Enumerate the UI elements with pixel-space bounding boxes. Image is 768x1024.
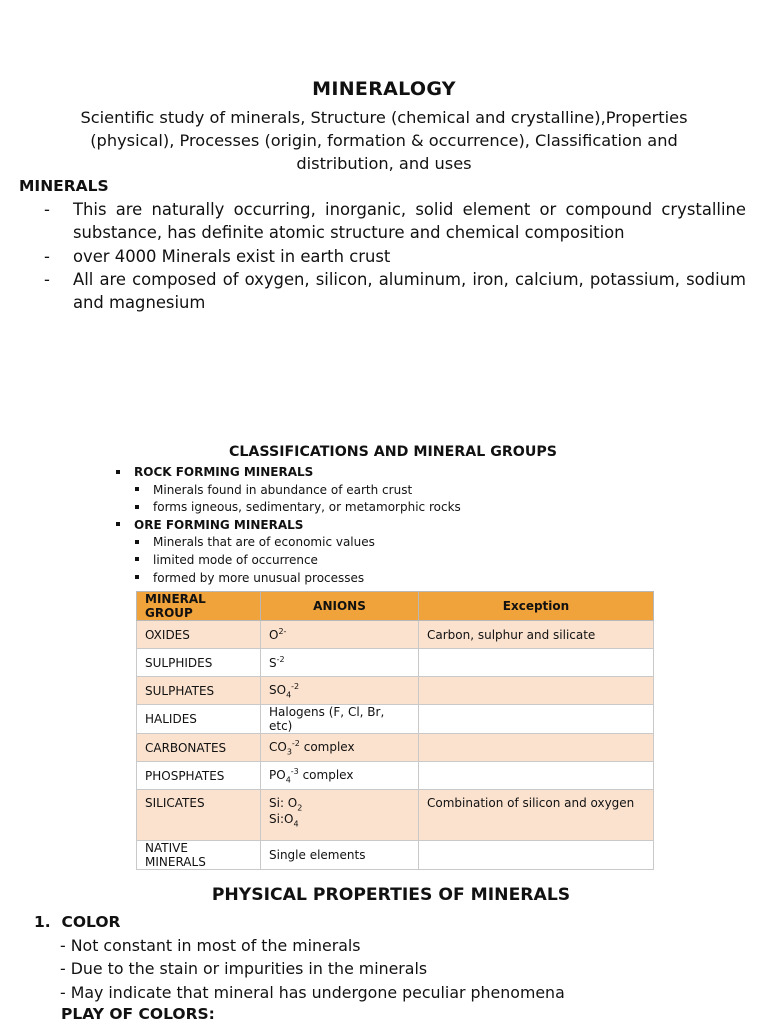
bullet-icon: [116, 522, 120, 526]
column-header: ANIONS: [261, 592, 419, 621]
list-item: - This are naturally occurring, inorganic, solid element or compound crystalline substance, has definite atomic structure and chemical composition: [44, 200, 746, 243]
bullet-icon: [135, 487, 139, 491]
group-cell: CARBONATES: [137, 734, 261, 762]
exception-cell: [419, 677, 654, 705]
table-row: [137, 677, 654, 705]
bullet-icon: [135, 505, 139, 509]
list-item: - over 4000 Minerals exist in earth crust: [44, 246, 391, 266]
exception-cell: [419, 734, 654, 762]
list-item: - All are composed of oxygen, silicon, aluminum, iron, calcium, potassium, sodium and magnesium: [44, 269, 746, 313]
anion-cell: $PO_4^{-3}$ complex: [261, 762, 419, 790]
table-row: [137, 621, 654, 649]
bullet-icon: [135, 557, 139, 561]
table-row: [137, 649, 654, 677]
table-header-row: [137, 592, 654, 621]
list-item: - May indicate that mineral has undergone peculiar phenomena: [60, 982, 565, 1002]
bullet-icon: [116, 470, 120, 474]
color-list: [60, 934, 565, 1004]
group-cell: SILICATES: [137, 790, 261, 841]
page-title: MINERALOGY: [312, 78, 456, 100]
group-cell: OXIDES: [137, 621, 261, 649]
anion-cell: $CO_3^{-2}$ complex: [261, 734, 419, 762]
color-heading: 1. COLOR: [34, 913, 121, 931]
mineral-groups-table: [136, 591, 654, 870]
exception-cell: [419, 649, 654, 677]
exception-cell: [419, 705, 654, 734]
table-row: [137, 705, 654, 734]
group-label: ROCK FORMING MINERALS: [0, 464, 768, 482]
subtitle: Scientific study of minerals, Structure (chemical and crystalline),Properties (physical), Processes (origin, formation & occurrence), Classification and distribution, and uses: [80, 108, 688, 173]
anion-cell: $SO_4^{-2}$: [261, 677, 419, 705]
anion-cell: Si: $O_2$ $Si:O_4$: [261, 790, 419, 841]
group-cell: SULPHIDES: [137, 649, 261, 677]
list-item: limited mode of occurrence: [0, 552, 768, 570]
table-row: [137, 762, 654, 790]
list-item: Minerals that are of economic values: [0, 534, 768, 552]
anion-cell: $S^{-2}$: [261, 649, 419, 677]
table-row: [137, 790, 654, 841]
anion-cell: Single elements: [261, 841, 419, 870]
list-item: - Not constant in most of the minerals: [60, 936, 361, 955]
anion-cell: $O^{2-}$: [261, 621, 419, 649]
group-cell: PHOSPHATES: [137, 762, 261, 790]
minerals-heading: MINERALS: [19, 177, 109, 195]
exception-cell: [419, 762, 654, 790]
list-item: - Due to the stain or impurities in the minerals: [60, 959, 428, 979]
exception-cell: Carbon, sulphur and silicate: [419, 621, 654, 649]
bullet-icon: [135, 575, 139, 579]
minerals-list: [44, 198, 746, 314]
group-cell: HALIDES: [137, 705, 261, 734]
play-of-colors-heading: PLAY OF COLORS:: [61, 1005, 215, 1023]
group-cell: SULPHATES: [137, 677, 261, 705]
table-row: [137, 841, 654, 870]
column-header: Exception: [419, 592, 654, 621]
group-cell: NATIVE MINERALS: [137, 841, 261, 870]
group-label: ORE FORMING MINERALS: [0, 517, 768, 535]
list-item: Minerals found in abundance of earth crust: [0, 482, 768, 500]
physical-properties-title: PHYSICAL PROPERTIES OF MINERALS: [211, 885, 571, 905]
anion-cell: Halogens (F, Cl, Br, etc): [261, 705, 419, 734]
exception-cell: Combination of silicon and oxygen: [419, 790, 654, 841]
classifications-title: CLASSIFICATIONS AND MINERAL GROUPS: [228, 444, 557, 460]
list-item: formed by more unusual processes: [0, 570, 768, 588]
classification-list: [0, 464, 768, 587]
bullet-icon: [135, 540, 139, 544]
exception-cell: [419, 841, 654, 870]
table-row: [137, 734, 654, 762]
list-item: forms igneous, sedimentary, or metamorphic rocks: [0, 499, 768, 517]
column-header: MINERAL GROUP: [137, 592, 261, 621]
